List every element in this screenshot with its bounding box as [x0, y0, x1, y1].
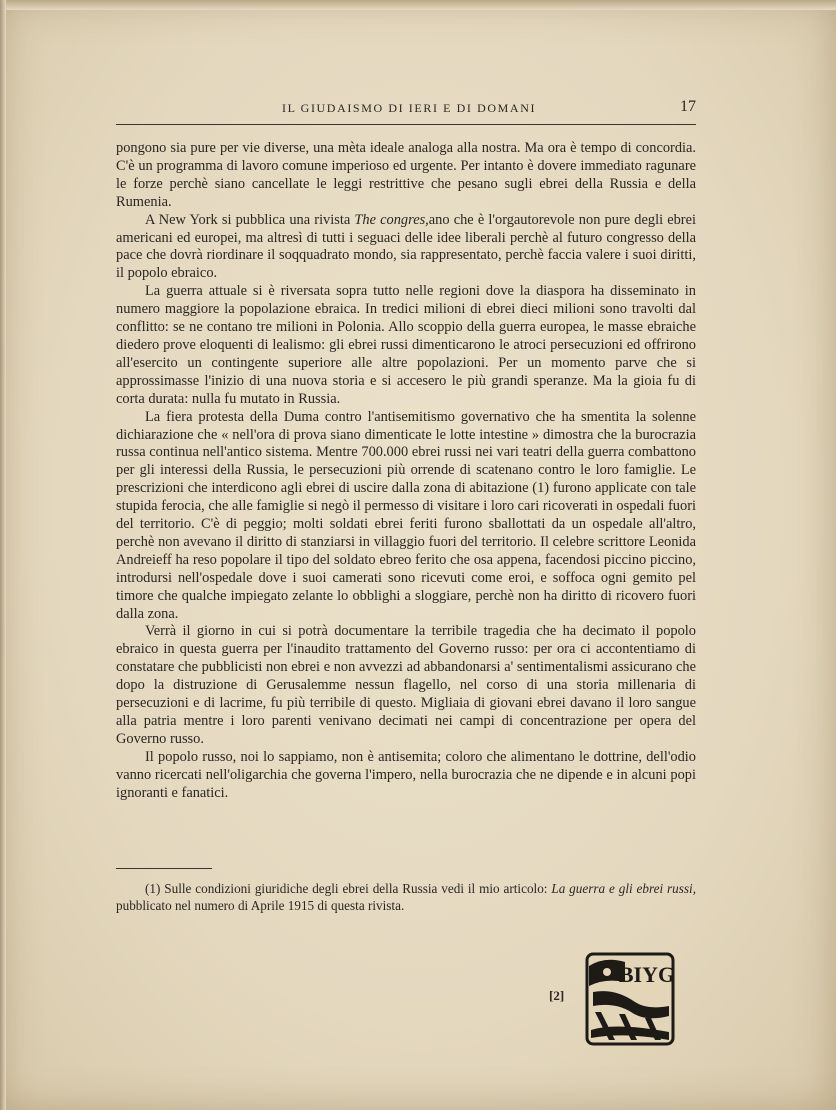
page-number: 17	[680, 98, 696, 115]
paragraph-6: Il popolo russo, noi lo sappiamo, non è antisemita; coloro che alimentano le dottrine, dell'odio vanno ricercati nell'oligarchia che governa l'impero, nella burocrazia che ne dipende e in alcuni popi ignoranti e fanatici.	[116, 748, 696, 801]
footnote-article-title: La guerra e gli ebrei russi,	[551, 881, 696, 896]
footnote-text-a: (1) Sulle condizioni giuridiche degli ebrei della Russia vedi il mio articolo:	[145, 881, 552, 896]
running-header	[116, 98, 696, 125]
body-text	[116, 140, 696, 803]
footnote	[116, 880, 696, 914]
signature-mark: [2]	[549, 988, 565, 1003]
library-stamp-icon	[585, 952, 675, 1046]
paragraph-4: La fiera protesta della Duma contro l'antisemitismo governativo che ha smentita la solenne dichiarazione che « nell'ora di prova siano dimenticate le lotte intestine » dimostra che la burocrazia russa continua nell'antico sistema. Mentre 700.000 ebrei russi nei vari teatri della guerra combattono per gli interessi della Russia, le persecuzioni più orrende di scatenano contro le loro famiglie. Le prescrizioni che interdicono agli ebrei di uscire dalla zona di abitazione (1) furono applicate con tale stupida ferocia, che alle famiglie si negò il permesso di visitare i loro cari ricoverati in ospedali fuori del territorio. C'è di peggio; molti soldati ebrei feriti furono sballottati da un ospedale all'altro, perchè non avevano il diritto di stanziarsi in villaggio fuori del territorio. Il celebre scrittore Leonida Andreieff ha reso popolare il tipo del soldato ebreo ferito che osa appena, facendosi piccino piccino, introdursi nell'ospedale dove i suoi camerati sono ricevuti come eroi, e soffoca ogni gemito pel timore che qualche impiegato zelante lo obblighi a sloggiare, perchè non ha diritto di ricovero fuori dalla zona.	[116, 408, 696, 622]
paragraph-5: Verrà il giorno in cui si potrà documentare la terribile tragedia che ha decimato il popolo ebraico in questa guerra per l'inaudito trattamento del Governo russo: per ora ci accontentiamo di constatare che pubblicisti non ebrei e non avvezzi ad abbandonarsi a' sentimentalismi assicurano che dopo la distruzione di Gerusalemme nessun flagello, nel corso di una storia millenaria di persecuzioni e di lacrime, fu più terribile di questo. Migliaia di giovani ebrei davano il loro sangue alla patria mentre i loro parenti venivano decimati nei campi di concentrazione per opera del Governo russo.	[116, 623, 696, 747]
footnote-text-b: pubblicato nel numero di Aprile 1915 di questa rivista.	[116, 898, 405, 913]
running-title: IL GIUDAISMO DI IERI E DI DOMANI	[282, 101, 537, 115]
paragraph-2-text-b: ano che è l'orgautorevole non pure degli ebrei americani ed europei, ma altresì di tutti i seguaci delle idee liberali perchè al futuro congresso della pace che dovrà riordinare il soqquadrato mondo, sia rappresentato, perchè faccia valere i suoi diritti, il popolo ebraico.	[116, 211, 696, 282]
stamp-letters: BIYG	[618, 962, 675, 987]
paragraph-2-text-a: A New York si pubblica una rivista	[145, 211, 355, 228]
paragraph-2	[116, 212, 696, 284]
footnote-divider	[116, 868, 212, 869]
journal-title: The congres,	[354, 211, 429, 228]
paragraph-1: pongono sia pure per vie diverse, una mèta ideale analoga alla nostra. Ma ora è tempo di concordia. C'è un programma di lavoro comune imperioso ed urgente. Per intanto è dovere immediato ragunare le forze perchè siano cancellate le leggi restrittive che pesano sugli ebrei della Russia e della Rumenia.	[116, 140, 696, 210]
paper-edge-left	[0, 0, 6, 1110]
paragraph-3: La guerra attuale si è riversata sopra tutto nelle regioni dove la diaspora ha disseminato in numero maggiore la popolazione ebraica. In tredici milioni di ebrei dieci milioni sono travolti dal conflitto: se ne contano tre milioni in Polonia. Allo scoppio della guerra europea, le masse ebraiche diedero prove eloquenti di lealismo: gli ebrei russi dimenticarono le atroci persecuzioni ed offrirono all'esercito un contingente superiore alle altre popolazioni. Per un momento parve che si approssimasse l'inizio di una nuova storia e si accesero le più grandi speranze. Ma la gioia fu di corta durata: nulla fu mutato in Russia.	[116, 283, 696, 407]
paper-edge-top	[0, 0, 836, 10]
